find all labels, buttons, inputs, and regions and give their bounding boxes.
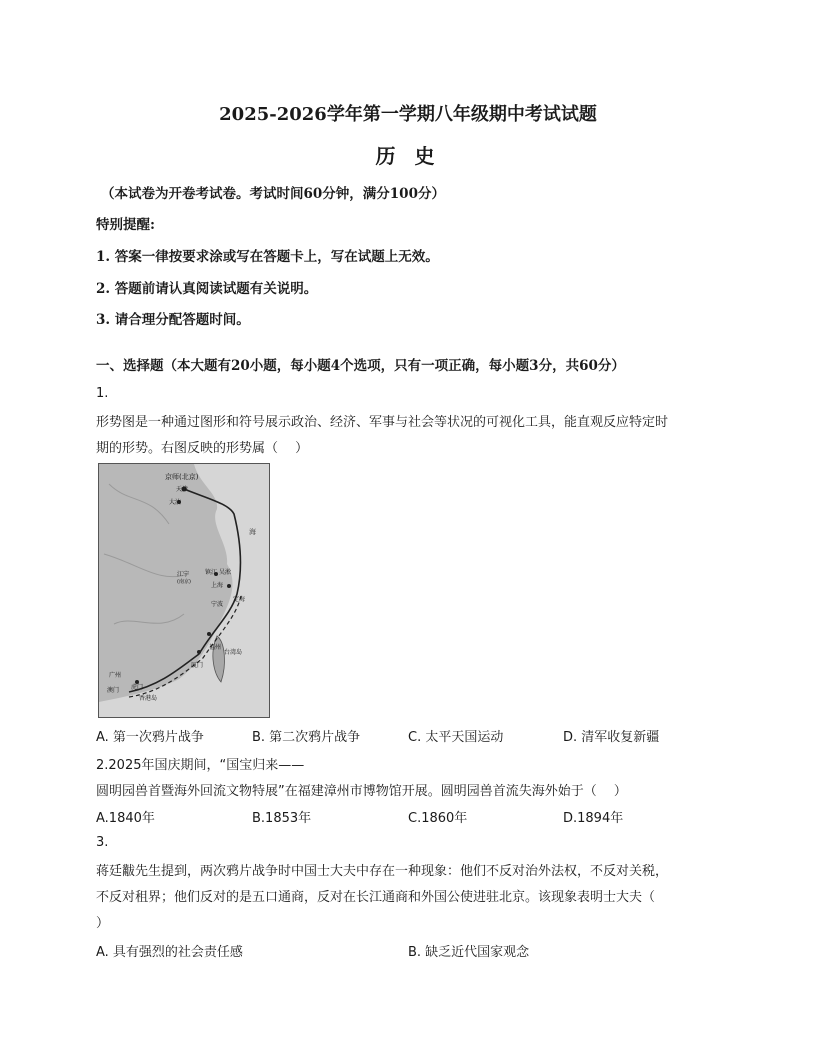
answer-option[interactable]: D.1894年 bbox=[563, 811, 624, 826]
map-label: 澳门 bbox=[107, 687, 120, 694]
reminder-heading: 特别提醒: bbox=[96, 217, 155, 233]
map-label: 上海 bbox=[211, 582, 224, 589]
map-label: 天津 bbox=[176, 486, 189, 493]
question-text: 蒋廷黻先生提到，两次鸦片战争时中国士大夫中存在一种现象：他们不反对治外法权，不反对关税， bbox=[96, 864, 669, 879]
map-label: 吴淞 bbox=[219, 569, 232, 576]
map-label: 宁波 bbox=[211, 601, 224, 608]
map-label: 定海 bbox=[233, 596, 246, 603]
question-text: 不反对租界；他们反对的是五口通商，反对在长江通商和外国公使进驻北京。该现象表明士大夫（ bbox=[96, 890, 656, 905]
reminder-item: 2. 答题前请认真阅读试题有关说明。 bbox=[96, 281, 318, 297]
map-label: 福州 bbox=[209, 644, 222, 651]
answer-option[interactable]: B. 第二次鸦片战争 bbox=[252, 730, 361, 745]
map-label: 广州 bbox=[109, 672, 122, 679]
answer-option[interactable]: A. 具有强烈的社会责任感 bbox=[96, 945, 243, 960]
answer-option[interactable]: C.1860年 bbox=[408, 811, 468, 826]
question-text: 圆明园兽首暨海外回流文物特展”在福建漳州市博物馆开展。圆明园兽首流失海外始于（ ） bbox=[96, 784, 627, 799]
question-number: 3. bbox=[96, 835, 109, 850]
question-text: 形势图是一种通过图形和符号展示政治、经济、军事与社会等状况的可视化工具，能直观反应特定时 bbox=[96, 415, 669, 430]
map-label: (南京) bbox=[177, 579, 191, 585]
reminder-item: 3. 请合理分配答题时间。 bbox=[96, 312, 250, 328]
map-label: 大沽 bbox=[169, 499, 182, 506]
question-text: ） bbox=[96, 916, 110, 931]
answer-option[interactable]: A.1840年 bbox=[96, 811, 155, 826]
map-label: 台湾岛 bbox=[224, 649, 243, 656]
subject-title: 历 史 bbox=[375, 144, 441, 168]
map-label: 虎门 bbox=[131, 684, 144, 691]
question-number: 1. bbox=[96, 386, 109, 401]
map-label: 海 bbox=[249, 528, 256, 536]
question-text: 期的形势。右图反映的形势属（ ） bbox=[96, 441, 309, 456]
answer-option[interactable]: A. 第一次鸦片战争 bbox=[96, 730, 204, 745]
exam-title: 2025-2026学年第一学期八年级期中考试试题 bbox=[219, 104, 597, 125]
answer-option[interactable]: B.1853年 bbox=[252, 811, 312, 826]
answer-option[interactable]: C. 太平天国运动 bbox=[408, 730, 504, 745]
reminder-item: 1. 答案一律按要求涂或写在答题卡上，写在试题上无效。 bbox=[96, 249, 439, 265]
map-label: 江宁 bbox=[177, 571, 190, 578]
map-label: 厦门 bbox=[191, 662, 204, 669]
exam-note: （本试卷为开卷考试卷。考试时间60分钟，满分100分） bbox=[101, 186, 445, 202]
map-label: 京师(北京) bbox=[165, 473, 199, 481]
section-heading: 一、选择题（本大题有20小题，每小题4个选项，只有一项正确，每小题3分，共60分） bbox=[96, 358, 625, 374]
answer-option[interactable]: D. 清军收复新疆 bbox=[563, 730, 660, 745]
situation-map bbox=[98, 463, 270, 718]
map-label: 镇江 bbox=[205, 569, 218, 576]
answer-option[interactable]: B. 缺乏近代国家观念 bbox=[408, 945, 530, 960]
map-label: 香港岛 bbox=[139, 695, 158, 702]
map-graphic bbox=[99, 464, 269, 717]
question-text: 2.2025年国庆期间，“国宝归来—— bbox=[96, 758, 305, 773]
